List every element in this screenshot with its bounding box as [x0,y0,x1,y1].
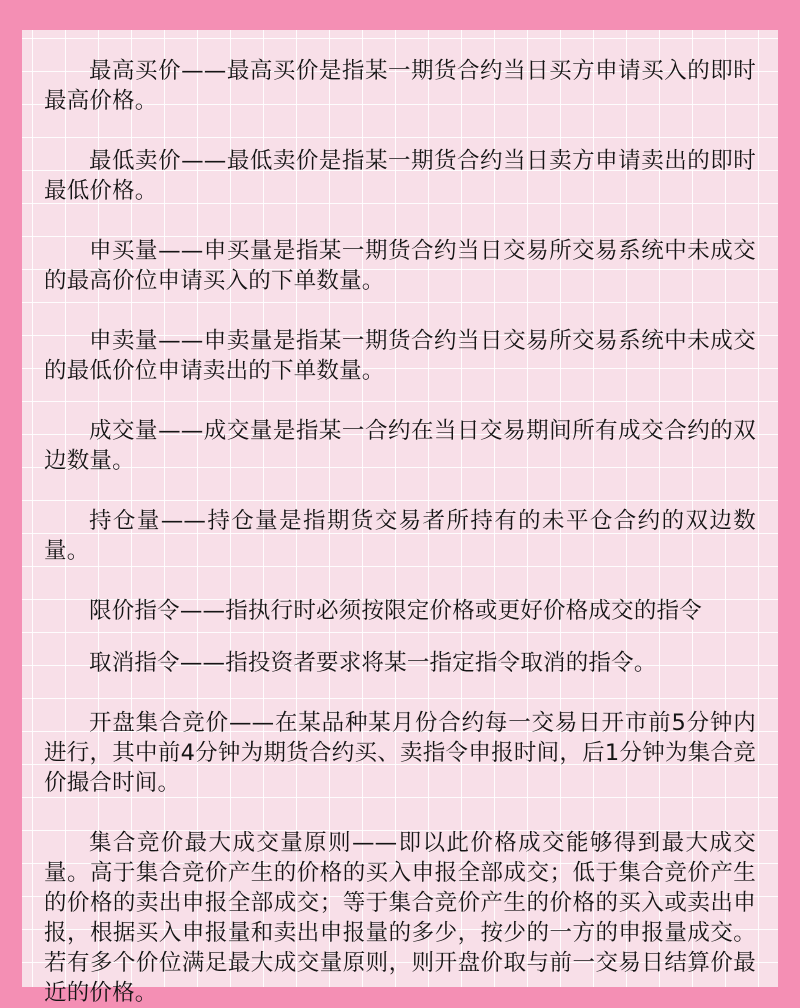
term-label: 开盘集合竞价 [89,710,229,736]
glossary-entry-max-volume-principle [44,828,756,1008]
glossary-entry-ask-volume [44,326,756,386]
em-dash-separator: —— [158,418,204,444]
glossary-entry-open-interest [44,506,756,566]
glossary-entry-lowest-ask [44,146,756,206]
glossary-entry-cancel-order [44,648,756,678]
em-dash-separator: —— [181,148,227,174]
em-dash-separator: —— [160,508,207,534]
term-definition: 最低卖价是指某一期货合约当日卖方申请卖出的即时最低价格。 [44,148,756,204]
glossary-card [22,30,778,1006]
term-definition: 申买量是指某一期货合约当日交易所交易系统中未成交的最高价位申请买入的下单数量。 [44,238,756,294]
glossary-entry-trading-volume [44,416,756,476]
glossary-entry-limit-order [44,596,756,626]
glossary-entry-opening-call-auction [44,708,756,798]
term-label: 申卖量 [89,328,159,354]
term-definition: 最高买价是指某一期货合约当日买方申请买入的即时最高价格。 [44,58,756,114]
term-definition: 即以此价格成交能够得到最大成交量。高于集合竞价产生的价格的买入申报全部成交；低于集合竞价产生的价格的卖出申报全部成交；等于集合竞价产生的价格的买入或卖出申报，根据买入申报量和卖出申报量的多少，按少的一方的申报量成交。若有多个价位满足最大成交量原则，则开盘价取与前一交易日结算价最近的价格。 [44,830,756,1006]
term-definition: 成交量是指某一合约在当日交易期间所有成交合约的双边数量。 [44,418,756,474]
term-definition: 指执行时必须按限定价格或更好价格成交的指令 [225,598,702,624]
glossary-entry-highest-bid [44,56,756,116]
em-dash-separator: —— [158,328,204,354]
em-dash-separator: —— [228,710,275,736]
term-label: 最低卖价 [89,148,182,174]
glossary-entry-bid-volume [44,236,756,296]
term-definition: 申卖量是指某一期货合约当日交易所交易系统中未成交的最低价位申请卖出的下单数量。 [44,328,756,384]
term-label: 最高买价 [89,58,182,84]
term-label: 申买量 [89,238,159,264]
em-dash-separator: —— [158,238,204,264]
term-label: 取消指令 [89,650,180,676]
term-label: 限价指令 [89,598,180,624]
term-definition: 指投资者要求将某一指定指令取消的指令。 [225,650,657,676]
em-dash-separator: —— [181,58,227,84]
em-dash-separator: —— [351,830,398,856]
term-label: 集合竞价最大成交量原则 [89,830,352,856]
term-definition: 在某品种某月份合约每一交易日开市前5分钟内进行，其中前4分钟为期货合约买、卖指令申报时间，后1分钟为集合竞价撮合时间。 [44,710,756,796]
em-dash-separator: —— [179,650,226,676]
term-label: 成交量 [89,418,159,444]
term-label: 持仓量 [89,508,161,534]
em-dash-separator: —— [179,598,226,624]
term-definition: 持仓量是指期货交易者所持有的未平仓合约的双边数量。 [44,508,756,564]
